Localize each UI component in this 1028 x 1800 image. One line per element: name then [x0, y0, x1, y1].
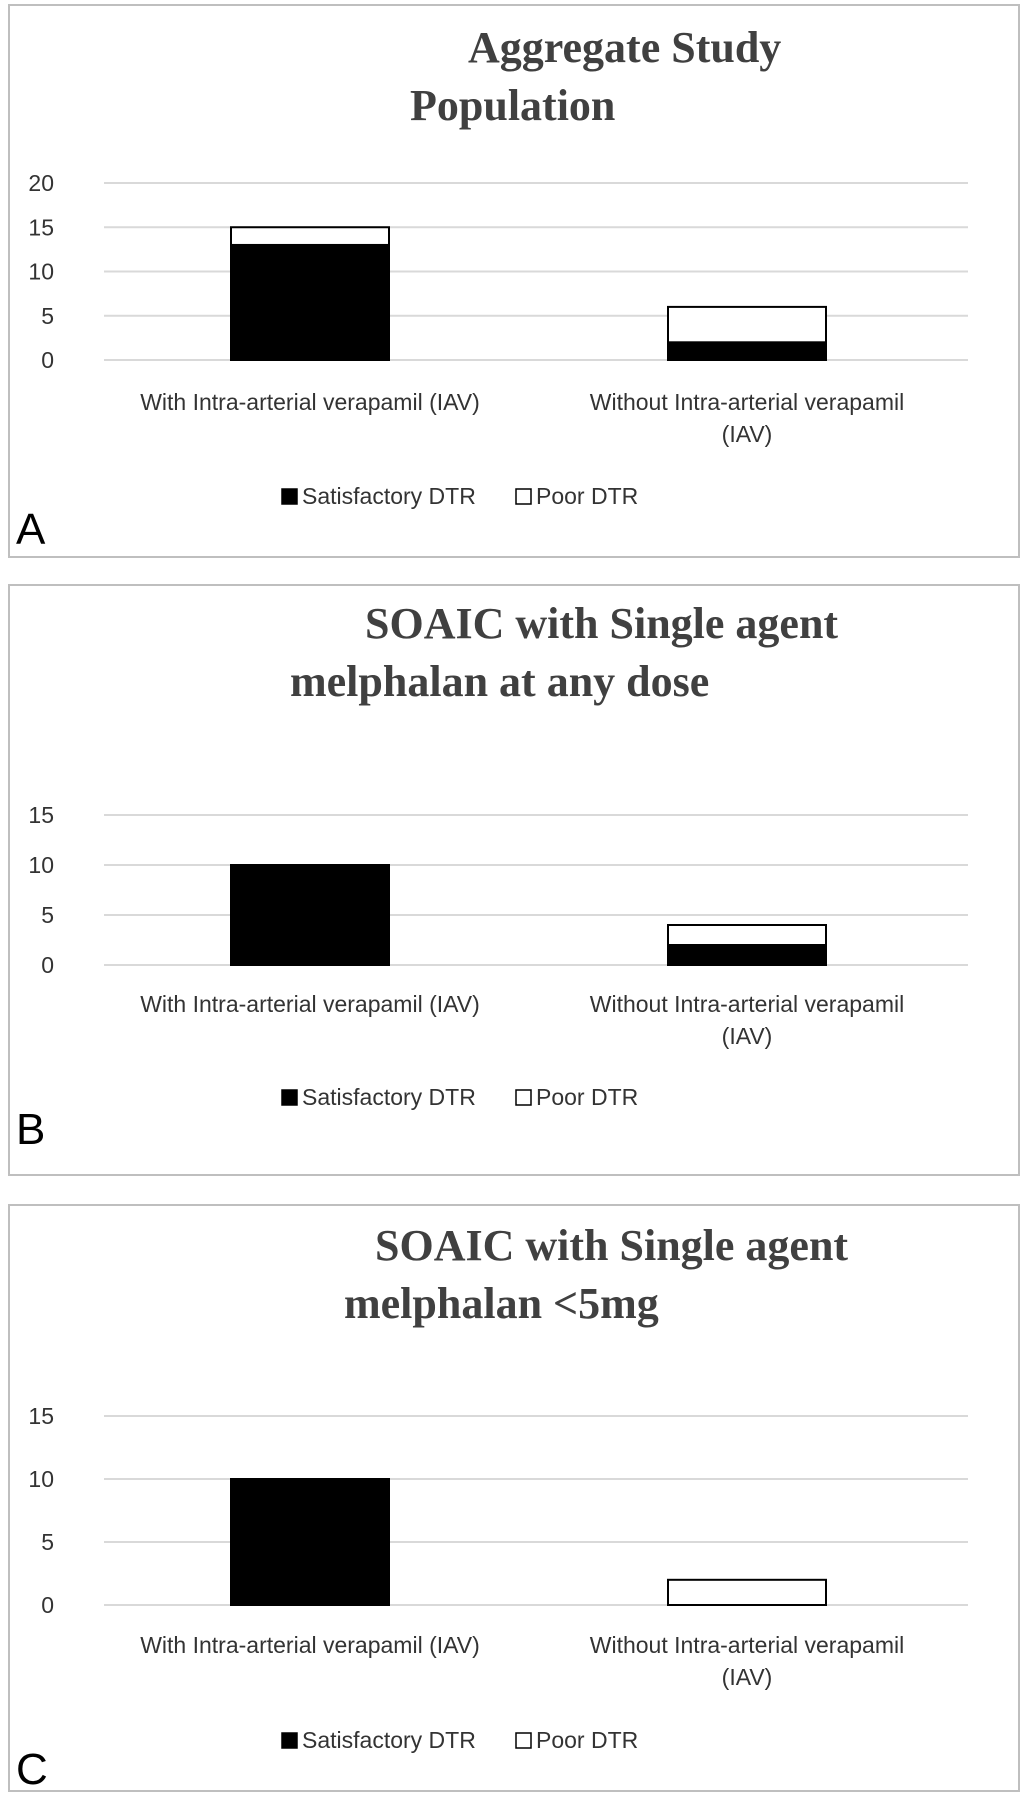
y-tick-label: 15: [28, 802, 54, 828]
y-tick-label: 5: [41, 902, 54, 928]
x-category-label: With Intra-arterial verapamil (IAV): [140, 991, 480, 1017]
chart-title-line: melphalan at any dose: [290, 657, 710, 706]
bar-satisfactory-dtr: [668, 342, 826, 360]
legend-swatch: [516, 1733, 531, 1748]
chart-title-line: SOAIC with Single agent: [365, 599, 839, 648]
x-category-label: (IAV): [721, 421, 773, 447]
y-tick-label: 20: [28, 170, 54, 196]
legend-label: Poor DTR: [536, 1727, 639, 1753]
legend-label: Poor DTR: [536, 483, 639, 509]
chart-c: [10, 1206, 1018, 1790]
bar-poor-dtr: [668, 307, 826, 342]
chart-title-line: Aggregate Study: [468, 23, 782, 72]
legend-swatch: [516, 489, 531, 504]
y-tick-label: 0: [41, 952, 54, 978]
legend-swatch: [282, 1090, 297, 1105]
x-category-label: Without Intra-arterial verapamil: [589, 389, 905, 415]
x-category-label: With Intra-arterial verapamil (IAV): [140, 389, 480, 415]
legend-label: Satisfactory DTR: [302, 1084, 476, 1110]
y-tick-label: 0: [41, 347, 54, 373]
bar-poor-dtr: [668, 925, 826, 945]
bar-poor-dtr: [668, 1580, 826, 1605]
panel-b: [8, 584, 1020, 1176]
panel-label: C: [16, 1745, 48, 1790]
legend-swatch: [282, 1733, 297, 1748]
y-tick-label: 15: [28, 214, 54, 241]
legend-swatch: [282, 489, 297, 504]
chart-title-line: melphalan <5mg: [344, 1279, 659, 1328]
panel-label: A: [16, 505, 46, 554]
panel-a: [8, 4, 1020, 558]
chart-title-line: SOAIC with Single agent: [375, 1221, 849, 1270]
x-category-label: (IAV): [721, 1664, 773, 1690]
legend-label: Satisfactory DTR: [302, 483, 476, 509]
y-tick-label: 5: [41, 302, 54, 329]
y-tick-label: 5: [41, 1529, 54, 1555]
y-tick-label: 0: [41, 1592, 54, 1618]
x-category-label: (IAV): [721, 1023, 773, 1049]
bar-satisfactory-dtr: [231, 865, 389, 965]
legend-label: Poor DTR: [536, 1084, 639, 1110]
x-category-label: Without Intra-arterial verapamil: [589, 1632, 905, 1658]
bar-poor-dtr: [231, 227, 389, 245]
panel-c: [8, 1204, 1020, 1792]
legend-swatch: [516, 1090, 531, 1105]
y-tick-label: 10: [28, 258, 54, 285]
chart-a: [10, 6, 1018, 556]
x-category-label: Without Intra-arterial verapamil: [589, 991, 905, 1017]
x-category-label: With Intra-arterial verapamil (IAV): [140, 1632, 480, 1658]
bar-satisfactory-dtr: [231, 1479, 389, 1605]
bar-satisfactory-dtr: [668, 945, 826, 965]
chart-title-line: Population: [410, 81, 616, 130]
panel-label: B: [16, 1105, 46, 1154]
y-tick-label: 15: [28, 1403, 54, 1429]
y-tick-label: 10: [28, 852, 54, 878]
bar-satisfactory-dtr: [231, 245, 389, 360]
chart-b: [10, 586, 1018, 1174]
legend-label: Satisfactory DTR: [302, 1727, 476, 1753]
y-tick-label: 10: [28, 1466, 54, 1492]
